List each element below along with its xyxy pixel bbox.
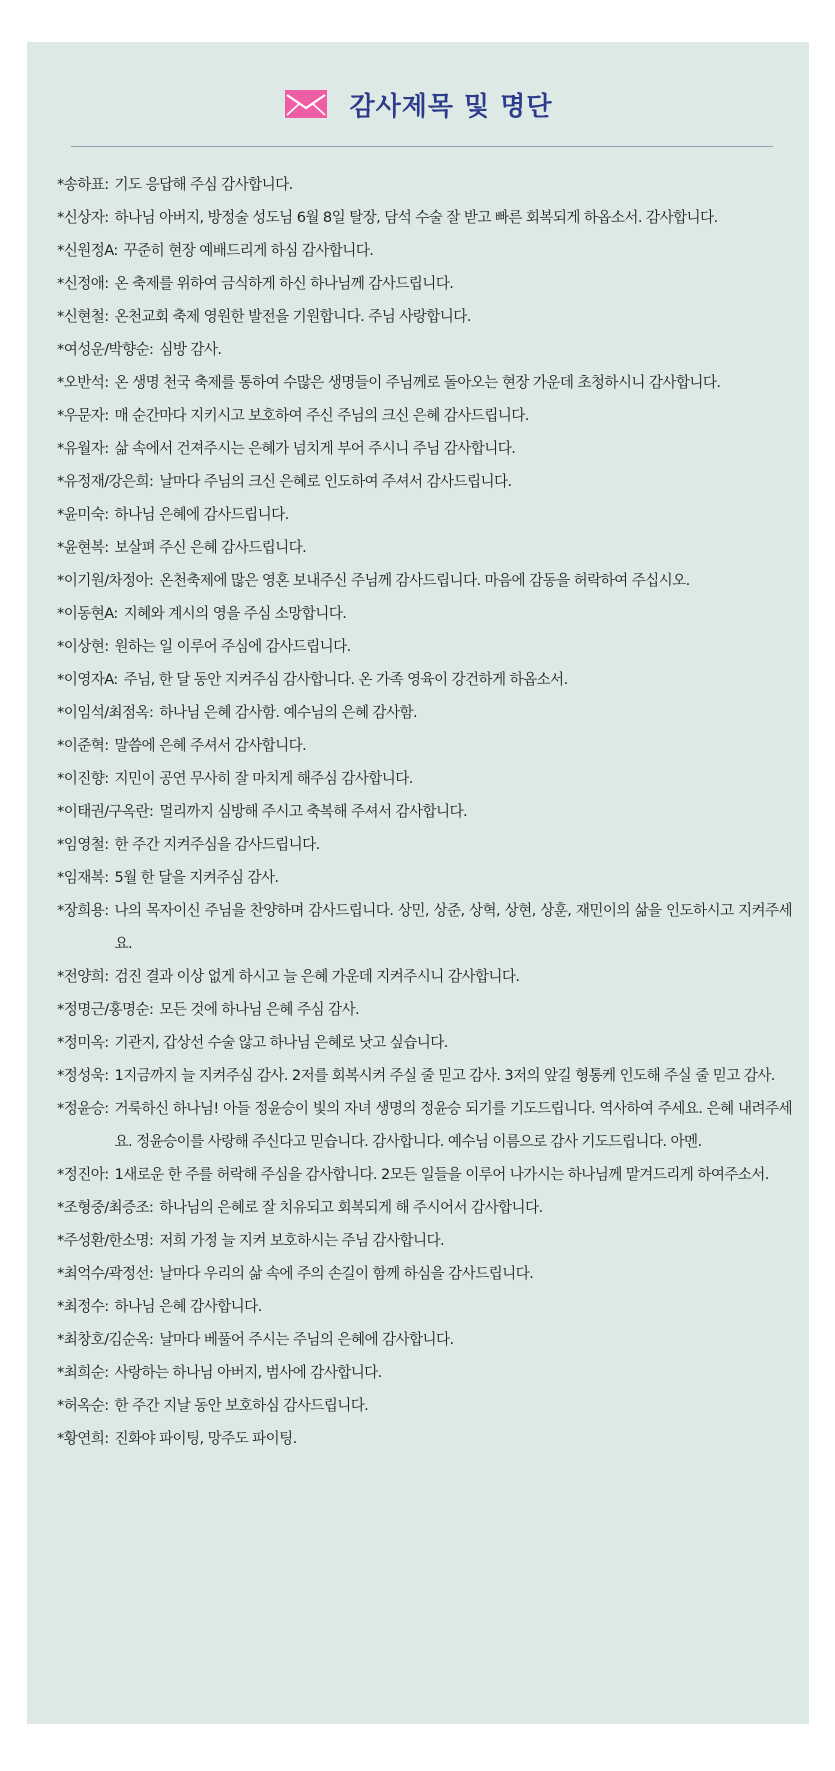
entry-name: *이상현 : xyxy=(57,630,115,663)
entry-text: 저희 가정 늘 지켜 보호하시는 주님 감사합니다. xyxy=(159,1232,445,1249)
list-item xyxy=(57,1323,792,1356)
entry-name: *이영자A : xyxy=(57,663,124,696)
list-item xyxy=(57,663,792,696)
entry-name: *유월자 : xyxy=(57,432,115,465)
page-title: 감사제목 및 명단 xyxy=(349,91,553,122)
entry-text: 온 생명 천국 축제를 통하여 수많은 생명들이 주님께로 돌아오는 현장 가운데 초청하시니 감사합니다. xyxy=(114,374,721,391)
entry-name: *여성운/박향순 : xyxy=(57,333,159,366)
entry-name: *이동현A : xyxy=(57,597,124,630)
header xyxy=(27,82,809,126)
entry-text: 하나님 은혜에 감사드립니다. xyxy=(114,506,289,523)
envelope-icon xyxy=(284,89,328,119)
entry-name: *신원정A : xyxy=(57,234,124,267)
entry-text: 진화야 파이팅, 망주도 파이팅. xyxy=(114,1430,297,1447)
entry-text: 검진 결과 이상 없게 하시고 늘 은혜 가운데 지켜주시니 감사합니다. xyxy=(114,968,520,985)
entry-name: *우문자 : xyxy=(57,399,115,432)
entry-text: 멀리까지 심방해 주시고 축복해 주셔서 감사합니다. xyxy=(159,803,468,820)
entry-text: 지민이 공연 무사히 잘 마치게 해주심 감사합니다. xyxy=(114,770,413,787)
entry-name: *황연희 : xyxy=(57,1422,115,1455)
list-item xyxy=(57,861,792,894)
entry-text: 온천축제에 많은 영혼 보내주신 주님께 감사드립니다. 마음에 감동을 허락하여 주십시오. xyxy=(159,572,690,589)
entry-name: *이기원/차정아 : xyxy=(57,564,159,597)
entry-name: *최정수 : xyxy=(57,1290,115,1323)
list-item xyxy=(57,960,792,993)
entry-name: *정성욱 : xyxy=(57,1059,115,1092)
entry-name: *최억수/곽정선 : xyxy=(57,1257,159,1290)
list-item xyxy=(57,795,792,828)
list-item xyxy=(57,1389,792,1422)
entry-name: *이임석/최점옥 : xyxy=(57,696,159,729)
list-item xyxy=(57,729,792,762)
entry-text: 한 주간 지켜주심을 감사드립니다. xyxy=(114,836,320,853)
entry-name: *조형중/최증조 : xyxy=(57,1191,159,1224)
entry-text: 주님, 한 달 동안 지켜주심 감사합니다. 온 가족 영육이 강건하게 하옵소서. xyxy=(123,671,568,688)
entry-text: 하나님의 은혜로 잘 치유되고 회복되게 해 주시어서 감사합니다. xyxy=(159,1199,543,1216)
entry-name: *최희순 : xyxy=(57,1356,115,1389)
entry-text: 한 주간 지날 동안 보호하심 감사드립니다. xyxy=(114,1397,369,1414)
entry-name: *오반석 : xyxy=(57,366,115,399)
list-item xyxy=(57,993,792,1026)
entry-text: 꾸준히 현장 예배드리게 하심 감사합니다. xyxy=(123,242,374,259)
list-item xyxy=(57,597,792,630)
entry-text: 삶 속에서 건져주시는 은혜가 넘치게 부어 주시니 주님 감사합니다. xyxy=(114,440,516,457)
entry-text: 날마다 베풀어 주시는 주님의 은혜에 감사합니다. xyxy=(159,1331,454,1348)
entry-name: *정윤승 : xyxy=(57,1092,115,1125)
entry-name: *송하표 : xyxy=(57,168,115,201)
list-item xyxy=(57,1224,792,1257)
list-item xyxy=(57,630,792,663)
entry-text: 나의 목자이신 주님을 찬양하며 감사드립니다. 상민, 상준, 상혁, 상현, 상훈, 재민이의 삶을 인도하시고 지켜주세요. xyxy=(114,902,792,952)
entry-text: 보살펴 주신 은혜 감사드립니다. xyxy=(114,539,307,556)
entry-name: *윤현복 : xyxy=(57,531,115,564)
entry-name: *정진아 : xyxy=(57,1158,115,1191)
entry-name: *신상자 : xyxy=(57,201,115,234)
list-item xyxy=(57,1191,792,1224)
list-item xyxy=(57,564,792,597)
entry-text: 기도 응답해 주심 감사합니다. xyxy=(114,176,293,193)
list-item xyxy=(57,894,792,960)
list-item xyxy=(57,828,792,861)
list-item xyxy=(57,1158,792,1191)
entry-text: 하나님 은혜 감사합니다. xyxy=(114,1298,262,1315)
entry-text: 하나님 은혜 감사함. 예수님의 은혜 감사함. xyxy=(159,704,418,721)
divider xyxy=(71,146,773,147)
list-item xyxy=(57,267,792,300)
list-item xyxy=(57,1092,792,1158)
entry-text: 1새로운 한 주를 허락해 주심을 감사합니다. 2모든 일들을 이루어 나가시는 하나님께 맡겨드리게 하여주소서. xyxy=(114,1166,769,1183)
entry-text: 5월 한 달을 지켜주심 감사. xyxy=(114,869,279,886)
list-item xyxy=(57,300,792,333)
entry-text: 말씀에 은혜 주셔서 감사합니다. xyxy=(114,737,307,754)
entry-name: *이준혁 : xyxy=(57,729,115,762)
list-item xyxy=(57,465,792,498)
thanks-list xyxy=(57,168,792,1455)
entry-name: *신정애 : xyxy=(57,267,115,300)
entry-text: 1지금까지 늘 지켜주심 감사. 2저를 회복시켜 주실 줄 믿고 감사. 3저의 앞길 형통케 인도해 주실 줄 믿고 감사. xyxy=(114,1067,775,1084)
entry-name: *정명근/홍명순 : xyxy=(57,993,159,1026)
entry-text: 날마다 우리의 삶 속에 주의 손길이 함께 하심을 감사드립니다. xyxy=(159,1265,534,1282)
entry-text: 모든 것에 하나님 은혜 주심 감사. xyxy=(159,1001,360,1018)
entry-name: *이진향 : xyxy=(57,762,115,795)
list-item xyxy=(57,498,792,531)
entry-name: *정미옥 : xyxy=(57,1026,115,1059)
entry-name: *최창호/김순옥 : xyxy=(57,1323,159,1356)
entry-name: *주성환/한소명 : xyxy=(57,1224,159,1257)
list-item xyxy=(57,234,792,267)
list-item xyxy=(57,366,792,399)
entry-text: 지혜와 계시의 영을 주심 소망합니다. xyxy=(123,605,347,622)
entry-name: *임영철 : xyxy=(57,828,115,861)
list-item xyxy=(57,168,792,201)
list-item xyxy=(57,1059,792,1092)
entry-text: 하나님 아버지, 방정술 성도님 6월 8일 탈장, 담석 수술 잘 받고 빠른 회복되게 하옵소서. 감사합니다. xyxy=(114,209,718,226)
list-item xyxy=(57,1356,792,1389)
entry-name: *윤미숙 : xyxy=(57,498,115,531)
entry-text: 온 축제를 위하여 금식하게 하신 하나님께 감사드립니다. xyxy=(114,275,454,292)
entry-name: *이태권/구옥란 : xyxy=(57,795,159,828)
list-item xyxy=(57,696,792,729)
entry-name: *임재복 : xyxy=(57,861,115,894)
list-item xyxy=(57,1026,792,1059)
list-item xyxy=(57,1257,792,1290)
list-item xyxy=(57,1290,792,1323)
entry-name: *전양희 : xyxy=(57,960,115,993)
entry-text: 온천교회 축제 영원한 발전을 기원합니다. 주님 사랑합니다. xyxy=(114,308,471,325)
entry-name: *신현철 : xyxy=(57,300,115,333)
entry-name: *허옥순 : xyxy=(57,1389,115,1422)
list-item xyxy=(57,1422,792,1455)
list-item xyxy=(57,432,792,465)
prayer-panel xyxy=(27,42,809,1724)
entry-text: 거룩하신 하나님! 아들 정윤승이 빛의 자녀 생명의 정윤승 되기를 기도드립니다. 역사하여 주세요. 은혜 내려주세요. 정윤승이를 사랑해 주신다고 믿습니다. 감사합니다. 예수님 이름으로 감사 기도드립니다. 아멘. xyxy=(114,1100,792,1150)
entry-name: *유정재/강은희 : xyxy=(57,465,159,498)
list-item xyxy=(57,333,792,366)
entry-text: 사랑하는 하나님 아버지, 범사에 감사합니다. xyxy=(114,1364,382,1381)
entry-name: *장희용 : xyxy=(57,894,115,927)
entry-text: 기관지, 갑상선 수술 않고 하나님 은혜로 낫고 싶습니다. xyxy=(114,1034,448,1051)
list-item xyxy=(57,531,792,564)
entry-text: 심방 감사. xyxy=(159,341,222,358)
list-item xyxy=(57,399,792,432)
entry-text: 날마다 주님의 크신 은혜로 인도하여 주셔서 감사드립니다. xyxy=(159,473,512,490)
entry-text: 원하는 일 이루어 주심에 감사드립니다. xyxy=(114,638,351,655)
list-item xyxy=(57,762,792,795)
list-item xyxy=(57,201,792,234)
entry-text: 매 순간마다 지키시고 보호하여 주신 주님의 크신 은혜 감사드립니다. xyxy=(114,407,529,424)
